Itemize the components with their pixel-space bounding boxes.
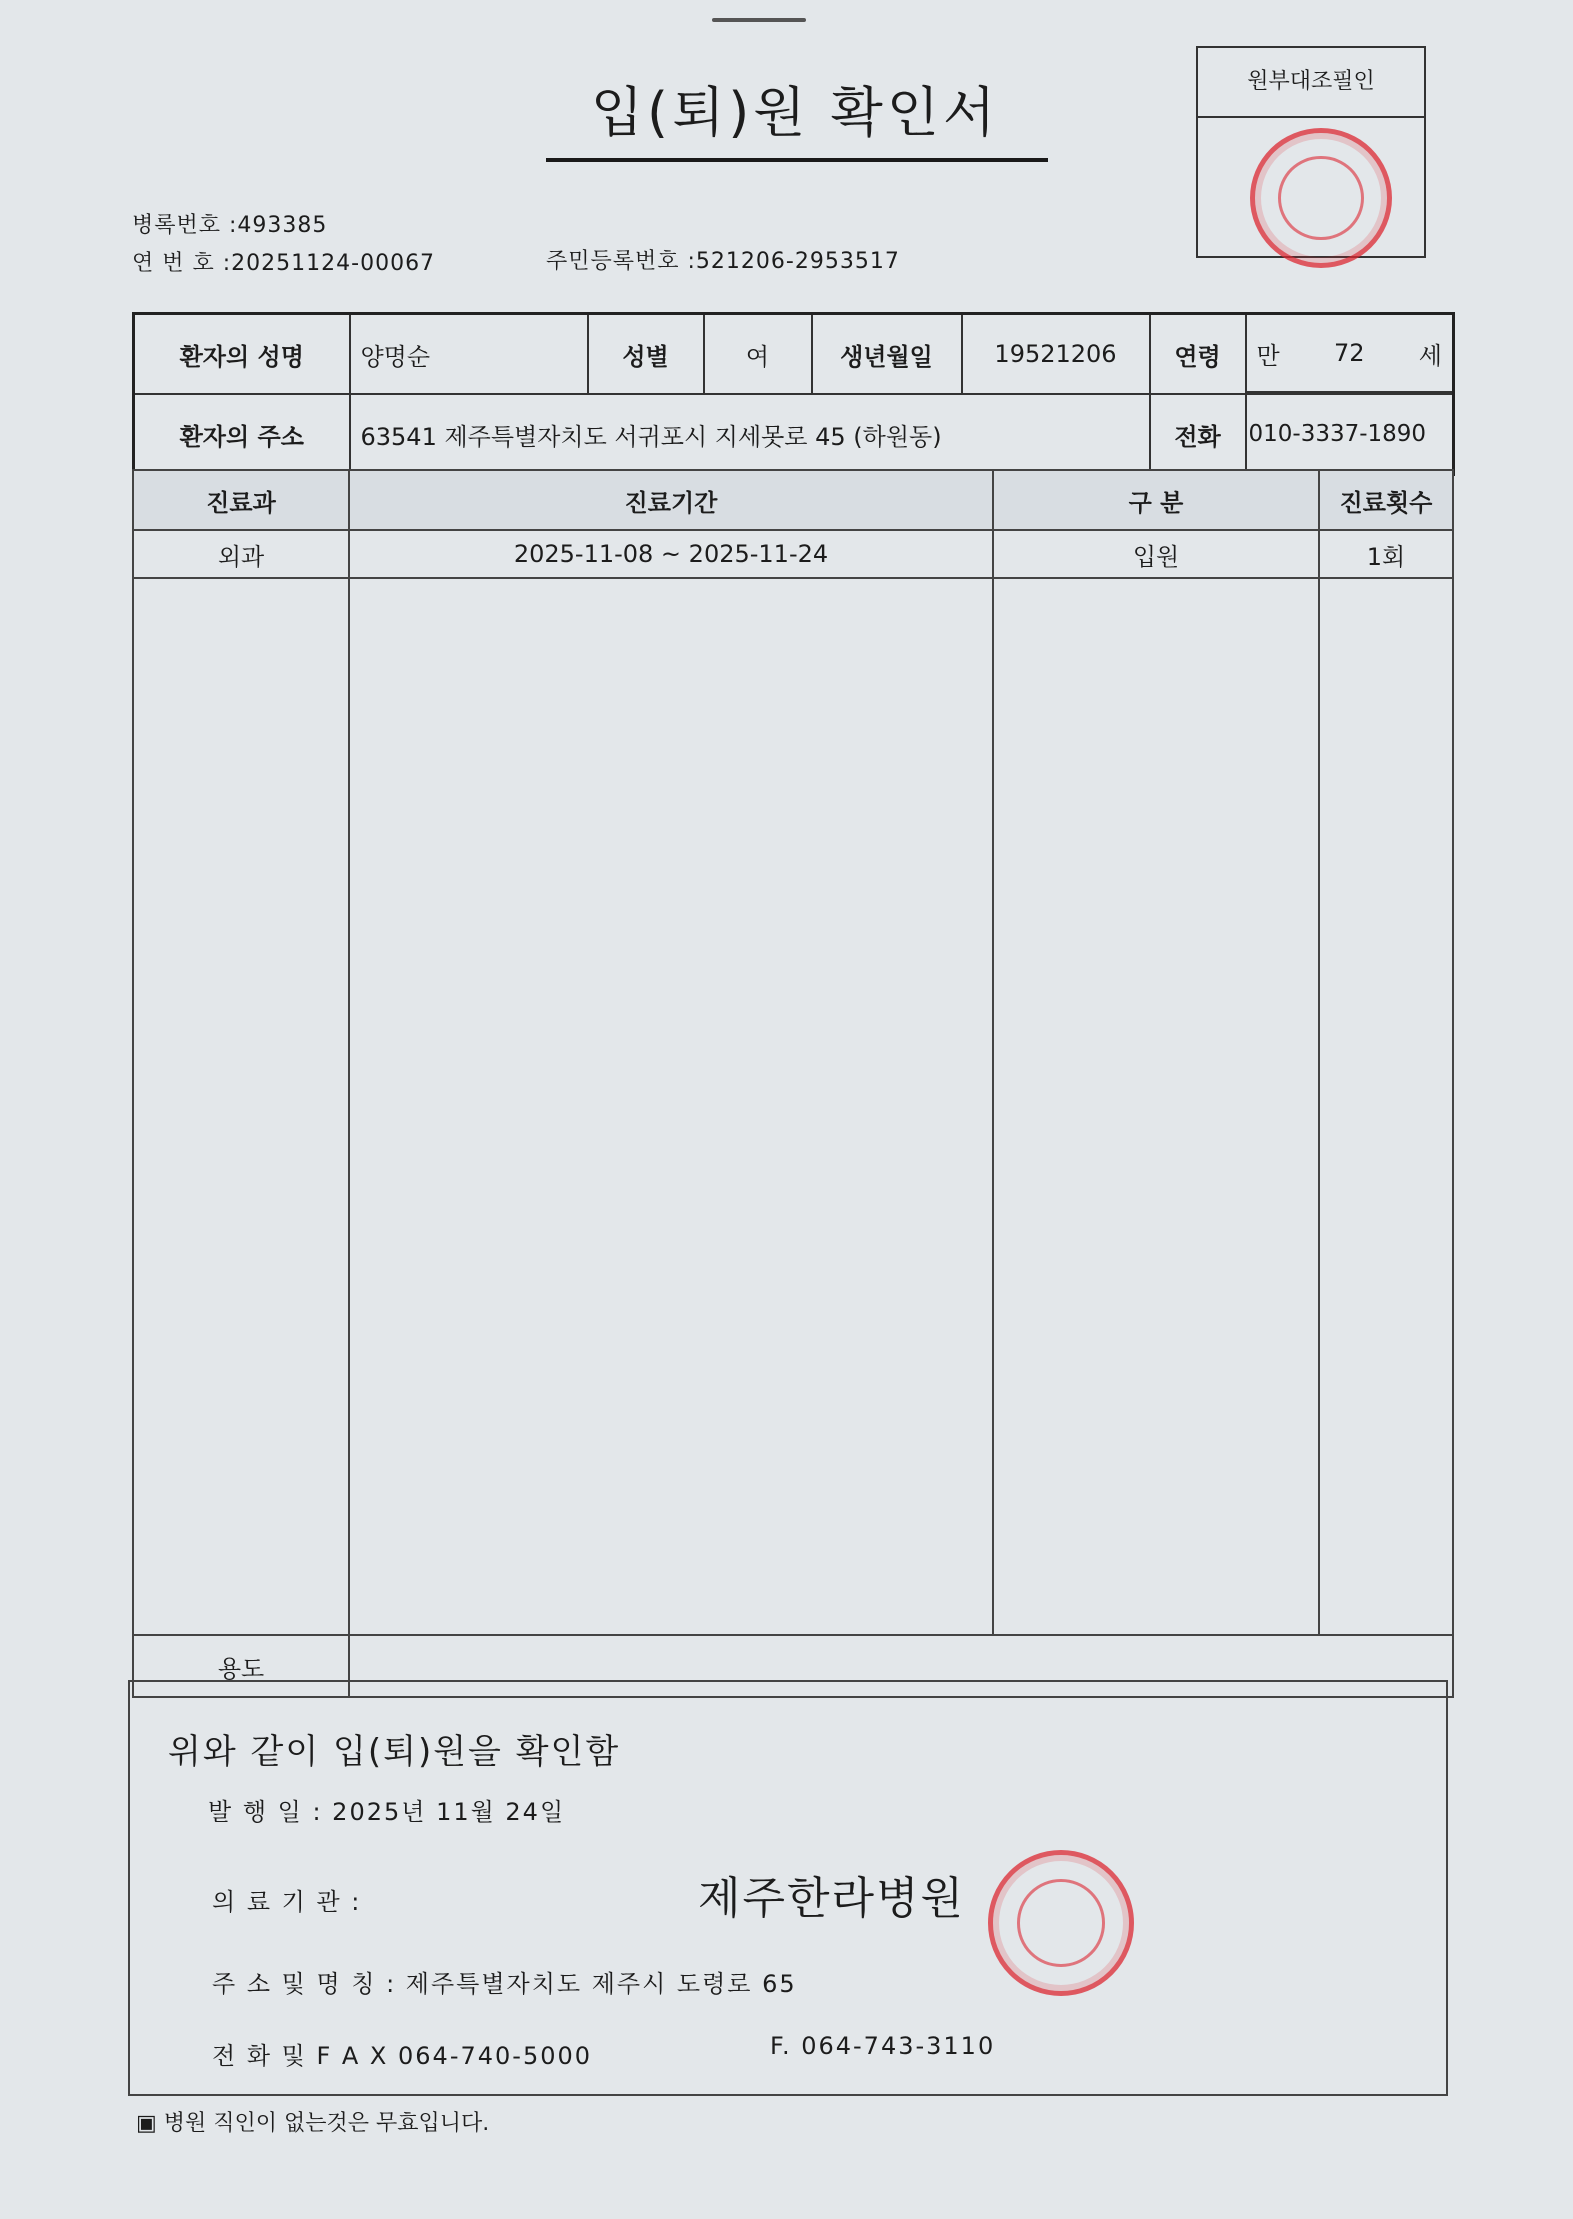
birth-value: 19521206: [962, 314, 1150, 395]
record-number-label: 병록번호 :: [132, 213, 238, 238]
staple-mark: [712, 18, 806, 22]
row-department: 외과: [133, 530, 349, 578]
record-number: [132, 208, 327, 239]
patient-name-value: 양명순: [350, 314, 588, 395]
care-record-table: [132, 469, 1454, 1698]
hospital-name: 제주한라병원: [698, 1873, 966, 1924]
patient-info-table: [132, 312, 1455, 476]
row-count: 1회: [1319, 530, 1453, 578]
rrn-label: 주민등록번호 :: [546, 249, 696, 274]
use-label: 용도: [133, 1635, 349, 1697]
record-number-value: 493385: [237, 213, 328, 238]
address-label: 환자의 주소: [134, 394, 350, 475]
patient-name-label: 환자의 성명: [134, 314, 350, 395]
row-period: 2025-11-08 ~ 2025-11-24: [349, 530, 993, 578]
institution-label: 의 료 기 관 :: [212, 1888, 362, 1916]
sex-label: 성별: [588, 314, 704, 395]
hospital-address-label: 주 소 및 명 칭 :: [212, 1970, 397, 1998]
header-period: 진료기간: [349, 470, 993, 530]
serial-number-label: 연 번 호 :: [132, 251, 232, 276]
age-label: 연령: [1150, 314, 1246, 395]
address-value: 63541 제주특별자치도 서귀포시 지세못로 45 (하원동): [350, 394, 1150, 475]
header-type: 구 분: [993, 470, 1319, 530]
issuance-section: [128, 1680, 1448, 2096]
birth-label: 생년월일: [812, 314, 962, 395]
title-underline: [546, 158, 1048, 162]
seal-box-label: 원부대조필인: [1198, 48, 1424, 118]
hospital-address: [212, 1964, 797, 1999]
age-prefix: 만: [1256, 341, 1280, 370]
hospital-address-value: 제주특별자치도 제주시 도령로 65: [405, 1970, 797, 1998]
phone-value: 010-3337-1890: [1246, 394, 1454, 475]
tel-label: 전 화 및 F A X: [212, 2042, 389, 2070]
issue-date: [208, 1792, 565, 1827]
rrn-value: 521206-2953517: [695, 249, 900, 274]
header-department: 진료과: [133, 470, 349, 530]
age-value: 72: [1333, 339, 1365, 367]
issue-date-label: 발 행 일 :: [208, 1798, 323, 1826]
verification-stamp-icon: [1250, 128, 1392, 268]
invalid-without-seal-note: ▣ 병원 직인이 없는것은 무효입니다.: [136, 2111, 490, 2136]
row-type: 입원: [993, 530, 1319, 578]
tel-value: 064-740-5000: [398, 2042, 593, 2070]
resident-registration-number: [546, 244, 900, 275]
serial-number: [132, 246, 435, 277]
age-cell: [1247, 315, 1453, 393]
sex-value: 여: [704, 314, 812, 395]
phone-label: 전화: [1150, 394, 1246, 475]
document-title: 입(퇴)원 확인서: [590, 81, 1000, 144]
confirmation-statement: 위와 같이 입(퇴)원을 확인함: [168, 1732, 621, 1772]
empty-row: [133, 578, 1453, 1635]
issue-date-value: 2025년 11월 24일: [332, 1798, 566, 1826]
fax-value: F. 064-743-3110: [770, 2032, 996, 2060]
table-row: [133, 530, 1453, 578]
hospital-seal-icon: [988, 1850, 1134, 1996]
header-count: 진료횟수: [1319, 470, 1453, 530]
hospital-contact: [212, 2036, 592, 2071]
age-suffix: 세: [1418, 341, 1442, 370]
serial-number-value: 20251124-00067: [231, 251, 436, 276]
